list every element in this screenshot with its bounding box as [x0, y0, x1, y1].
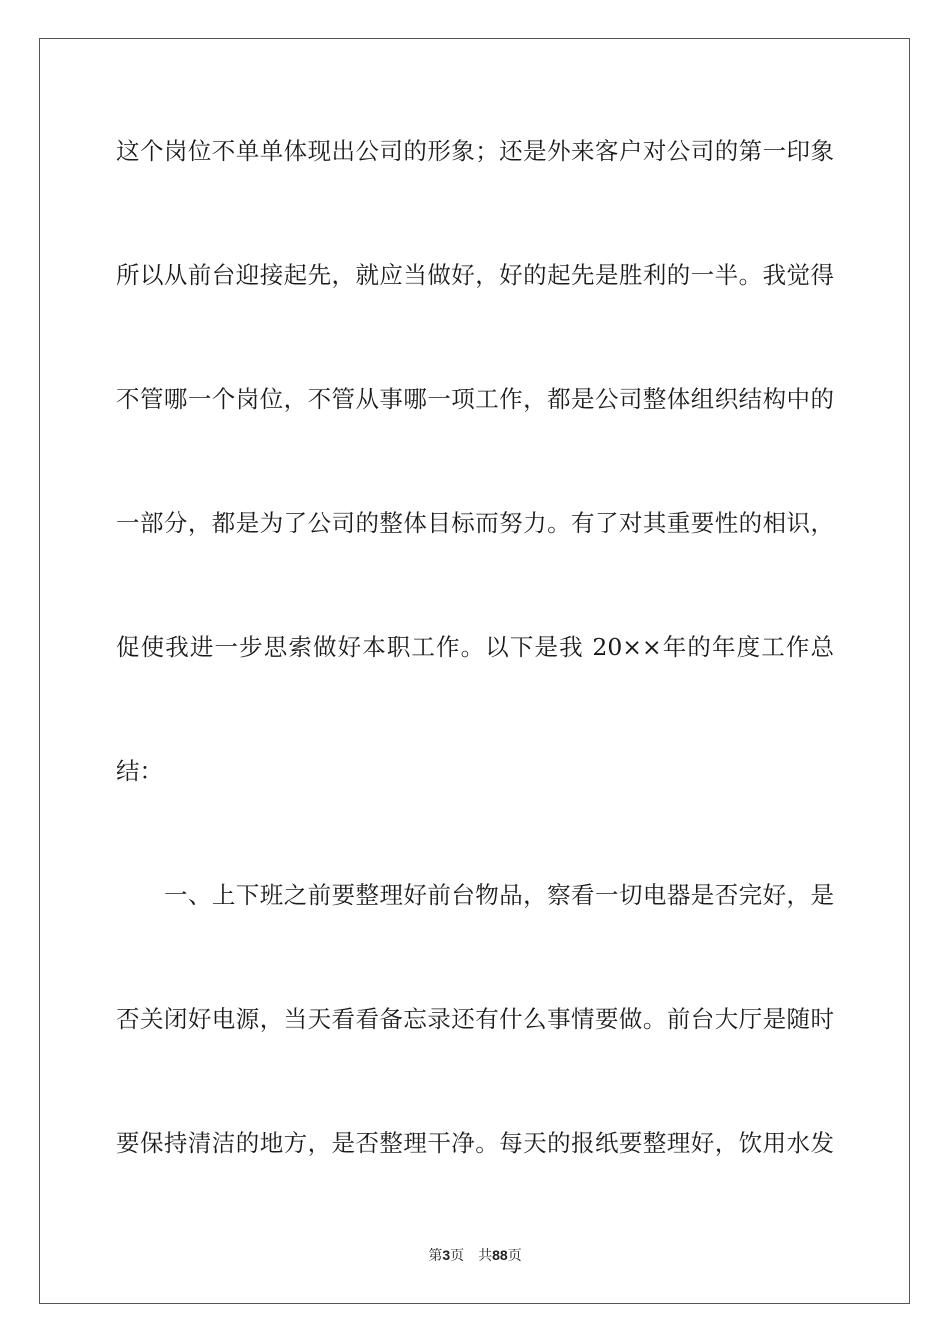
total-pages: 88	[492, 1247, 508, 1263]
total-prefix: 共	[478, 1248, 493, 1264]
total-suffix: 页	[507, 1248, 522, 1264]
text-line-5: 促使我进一步思索做好本职工作。以下是我 20××年的年度工作总	[116, 633, 834, 661]
text-line-7: 一、上下班之前要整理好前台物品，察看一切电器是否完好，是	[164, 881, 834, 909]
text-line-1: 这个岗位不单单体现出公司的形象；还是外来客户对公司的第一印象	[116, 137, 834, 165]
page-prefix: 第	[428, 1248, 443, 1264]
text-line-6: 结：	[116, 757, 163, 785]
page-footer	[0, 1245, 950, 1266]
page-suffix: 页	[450, 1248, 465, 1264]
text-line-3: 不管哪一个岗位，不管从事哪一项工作，都是公司整体组织结构中的	[116, 385, 834, 413]
text-line-4: 一部分，都是为了公司的整体目标而努力。有了对其重要性的相识，	[116, 509, 834, 537]
page-border	[39, 38, 910, 1304]
text-line-9: 要保持清洁的地方，是否整理干净。每天的报纸要整理好，饮用水发	[116, 1129, 834, 1157]
text-line-8: 否关闭好电源，当天看看备忘录还有什么事情要做。前台大厅是随时	[116, 1005, 834, 1033]
text-line-2: 所以从前台迎接起先，就应当做好，好的起先是胜利的一半。我觉得	[116, 261, 834, 289]
page-number: 3	[442, 1247, 451, 1263]
